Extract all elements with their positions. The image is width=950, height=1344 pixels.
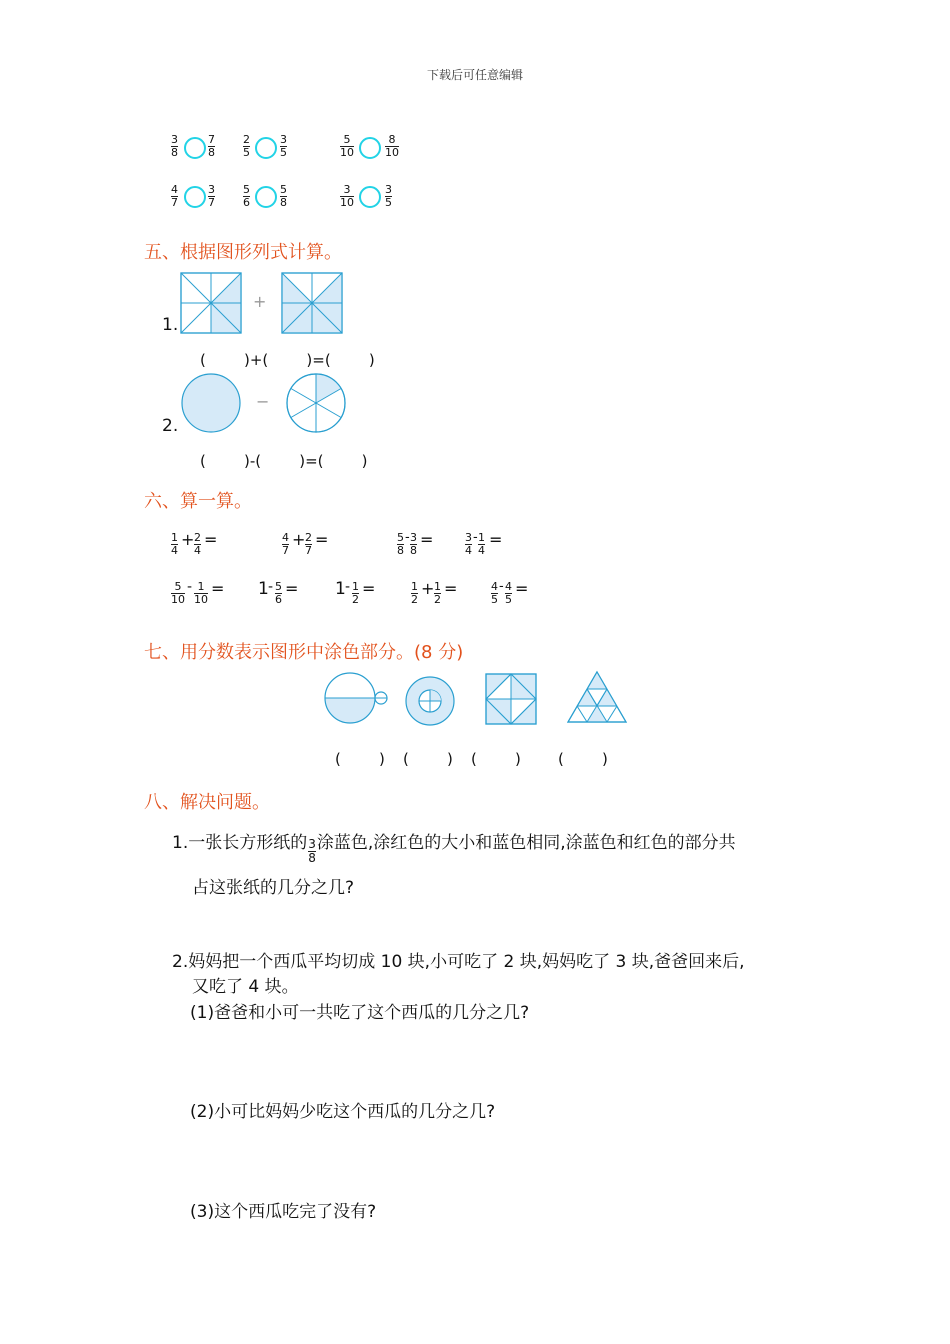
fraction: $\frac{7}{8}$ [208, 133, 215, 159]
fraction: $\frac{1}{2}$ [434, 580, 441, 606]
sector-circle-diagram [286, 373, 346, 433]
answer-blank-2[interactable]: ( )-( )=( ) [200, 452, 368, 470]
operator: - [268, 579, 274, 595]
equals-sign: = [285, 579, 299, 598]
ring-diagram [405, 676, 455, 726]
operator: + [421, 579, 435, 598]
page-header: 下载后可任意编辑 [426, 68, 523, 82]
fraction: $\frac{5}{10}$ [340, 133, 354, 159]
fraction: $\frac{2}{4}$ [194, 531, 201, 557]
fraction: $\frac{3}{10}$ [340, 183, 354, 209]
equals-sign: = [515, 579, 529, 598]
fraction: $\frac{5}{8}$ [397, 531, 404, 557]
fraction: $\frac{4}{5}$ [505, 580, 512, 606]
whole-number: 1 [335, 579, 346, 599]
diamond-square-diagram [486, 674, 536, 724]
operator: - [405, 530, 410, 545]
whole-number: 1 [258, 579, 269, 599]
compare-circle[interactable] [255, 137, 277, 159]
fraction: $\frac{5}{10}$ [171, 580, 185, 606]
problem-text: 妈妈把一个西瓜平均切成 10 块,小可吃了 2 块,妈妈吃了 3 块,爸爸回来后, [188, 952, 745, 972]
fraction: $\frac{1}{4}$ [171, 531, 178, 557]
fraction: $\frac{3}{5}$ [385, 183, 392, 209]
question-number: 1. [162, 315, 179, 335]
fraction: $\frac{3}{8}$ [171, 133, 178, 159]
section-8-title: 八、解决问题。 [144, 792, 270, 813]
sub-question-1: (1)爸爸和小可一共吃了这个西瓜的几分之几? [190, 1003, 530, 1023]
section-6-title: 六、算一算。 [144, 491, 252, 512]
sub-question-3: (3)这个西瓜吃完了没有? [190, 1202, 377, 1222]
sub-question-2: (2)小可比妈妈少吃这个西瓜的几分之几? [190, 1102, 496, 1122]
compare-circle[interactable] [255, 186, 277, 208]
compare-circle[interactable] [359, 186, 381, 208]
operator: - [345, 579, 351, 595]
equals-sign: = [315, 530, 329, 549]
equals-sign: = [489, 530, 503, 549]
equals-sign: = [420, 530, 434, 549]
problem-1-line-2: 占这张纸的几分之几? [192, 878, 355, 898]
problem-1-line-1 [172, 828, 736, 865]
equals-sign: = [211, 579, 225, 598]
square-diagram-b [282, 273, 342, 333]
fraction: $\frac{3}{7}$ [208, 183, 215, 209]
question-number: 2. [172, 952, 189, 972]
answer-blank-c[interactable]: ( ) [471, 750, 521, 768]
fraction: $\frac{5}{6}$ [243, 183, 250, 209]
fraction: $\frac{3}{5}$ [280, 133, 287, 159]
section-7-title: 七、用分数表示图形中涂色部分。(8 分) [144, 642, 464, 663]
circle-with-small-circle-diagram [323, 671, 389, 725]
question-number: 1. [172, 833, 189, 853]
answer-blank-a[interactable]: ( ) [335, 750, 385, 768]
problem-text: 一张长方形纸的 [188, 833, 308, 853]
equals-sign: = [204, 530, 218, 549]
fraction: $\frac{4}{7}$ [282, 531, 289, 557]
answer-blank-b[interactable]: ( ) [403, 750, 453, 768]
fraction: $\frac{4}{5}$ [491, 580, 498, 606]
fraction: $\frac{4}{7}$ [171, 183, 178, 209]
operator: + [292, 530, 306, 549]
fraction: $\frac{2}{5}$ [243, 133, 250, 159]
compare-circle[interactable] [184, 137, 206, 159]
operator: - [187, 579, 193, 595]
fraction: $\frac{5}{8}$ [280, 183, 287, 209]
fraction: $\frac{3}{8}$ [410, 531, 417, 557]
equals-sign: = [444, 579, 458, 598]
minus-sign: − [256, 392, 270, 411]
problem-2-line-1 [172, 947, 745, 972]
plus-sign: + [253, 292, 267, 311]
section-5-title: 五、根据图形列式计算。 [144, 242, 342, 263]
operator: - [499, 579, 504, 594]
fraction: $\frac{1}{4}$ [478, 531, 485, 557]
operator: + [181, 530, 195, 549]
fraction: $\frac{8}{10}$ [385, 133, 399, 159]
fraction: $\frac{3}{8}$ [308, 837, 316, 865]
compare-circle[interactable] [184, 186, 206, 208]
full-circle-diagram [181, 373, 241, 433]
fraction: $\frac{1}{2}$ [352, 580, 359, 606]
answer-blank-d[interactable]: ( ) [558, 750, 608, 768]
fraction: $\frac{2}{7}$ [305, 531, 312, 557]
question-number: 2. [162, 416, 179, 436]
answer-blank-1[interactable]: ( )+( )=( ) [200, 351, 375, 369]
triangle-diagram [567, 671, 627, 723]
problem-text: 涂蓝色,涂红色的大小和蓝色相同,涂蓝色和红色的部分共 [316, 833, 736, 853]
fraction: $\frac{1}{2}$ [411, 580, 418, 606]
fraction: $\frac{5}{6}$ [275, 580, 282, 606]
square-diagram-a [181, 273, 241, 333]
fraction: $\frac{3}{4}$ [465, 531, 472, 557]
operator: - [473, 530, 478, 545]
problem-2-line-2: 又吃了 4 块。 [192, 977, 299, 997]
fraction: $\frac{1}{10}$ [194, 580, 208, 606]
compare-circle[interactable] [359, 137, 381, 159]
equals-sign: = [362, 579, 376, 598]
